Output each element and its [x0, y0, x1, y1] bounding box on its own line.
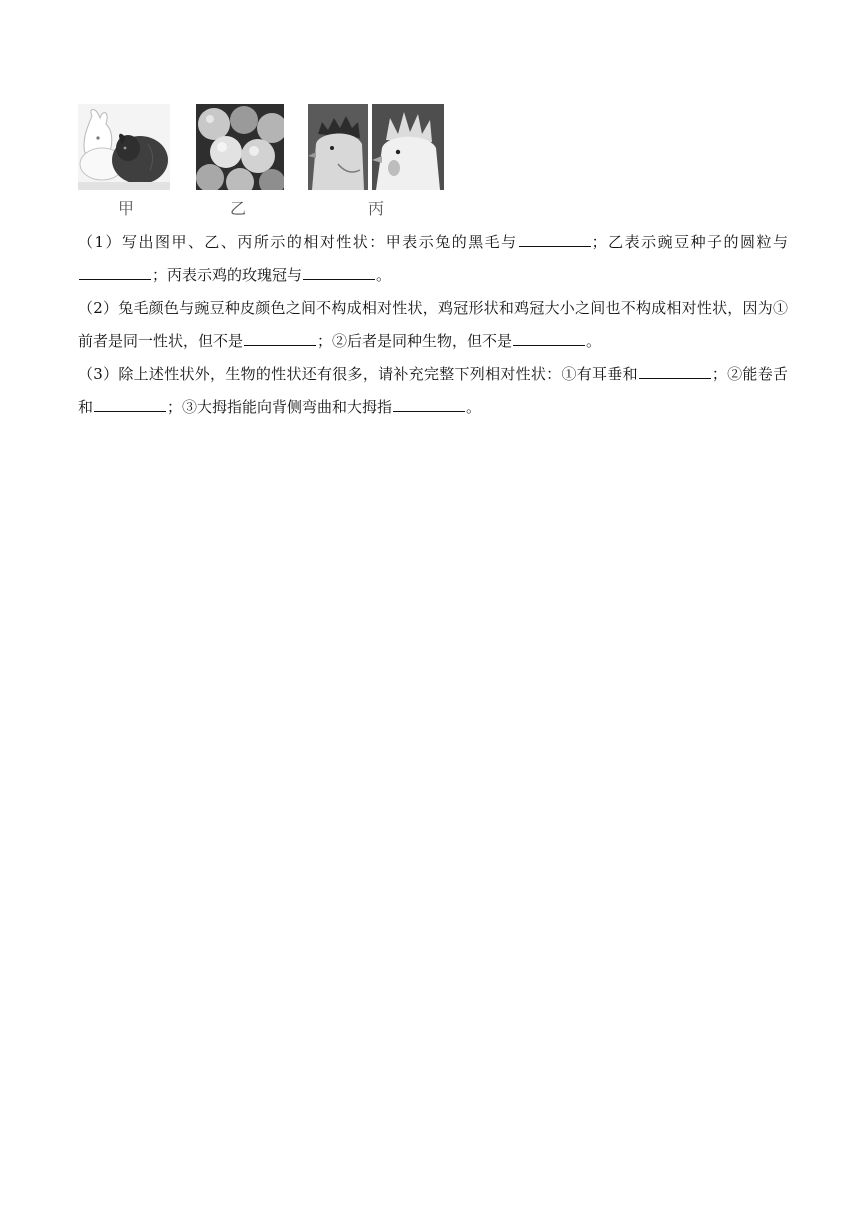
rose-comb-chicken-photo: [308, 104, 368, 190]
question-1-text-3: ；丙表示鸡的玫瑰冠与: [152, 266, 303, 284]
question-3-text-3: ；③大拇指能向背侧弯曲和大拇指: [167, 398, 393, 416]
answer-blank[interactable]: [519, 229, 591, 247]
caption-bing: 丙: [368, 199, 385, 218]
question-3-text-2: ；②能卷舌和: [78, 365, 788, 416]
question-1-text-1: （1）写出图甲、乙、丙所示的相对性状：甲表示兔的黑毛与: [78, 233, 518, 251]
caption-jia: 甲: [118, 199, 135, 218]
question-1-text-2: ；乙表示豌豆种子的圆粒与: [591, 233, 788, 251]
question-2-text-3: 。: [586, 332, 602, 350]
question-2-text-1: （2）兔毛颜色与豌豆种皮颜色之间不构成相对性状，鸡冠形状和鸡冠大小之间也不构成相对性状，因为①前者是同一性状，但不是: [78, 299, 788, 350]
rabbit-photo: [78, 104, 170, 190]
answer-blank[interactable]: [303, 262, 375, 280]
caption-yi: 乙: [230, 199, 247, 218]
question-3-text-1: （3）除上述性状外，生物的性状还有很多，请补充完整下列相对性状：①有耳垂和: [78, 365, 638, 383]
answer-blank[interactable]: [639, 361, 711, 379]
answer-blank[interactable]: [79, 262, 151, 280]
single-comb-chicken-photo: [372, 104, 444, 190]
question-2: [78, 292, 788, 358]
pea-seeds-photo: [196, 104, 284, 190]
question-3: [78, 358, 788, 424]
question-list: [78, 226, 788, 424]
trait-figure: [78, 104, 446, 218]
question-2-text-2: ；②后者是同种生物，但不是: [317, 332, 513, 350]
question-1-text-4: 。: [376, 266, 392, 284]
answer-blank[interactable]: [513, 328, 585, 346]
answer-blank[interactable]: [244, 328, 316, 346]
answer-blank[interactable]: [393, 394, 465, 412]
answer-blank[interactable]: [94, 394, 166, 412]
question-3-text-4: 。: [466, 398, 482, 416]
question-1: [78, 226, 788, 292]
